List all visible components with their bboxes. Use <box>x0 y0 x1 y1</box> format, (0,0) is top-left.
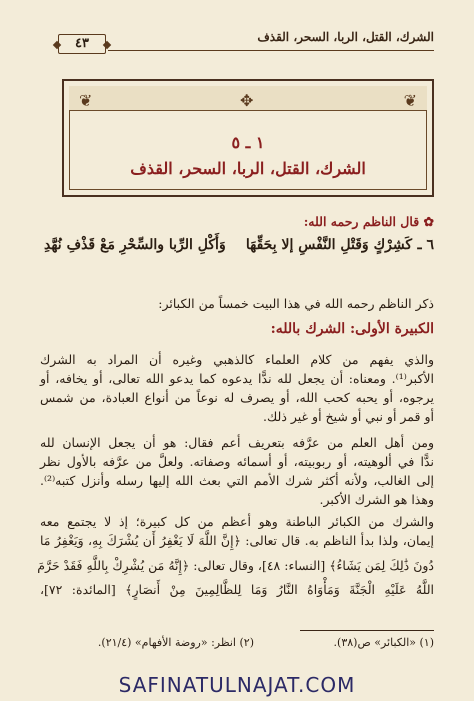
chapter-frame <box>62 79 434 197</box>
body-line: إيمان، ولذا بدأ الناظم به. قال تعالى: ﴿إِنَّ اللَّهَ لَا يَغْفِرُ أَن يُشْرَكَ بِهِ، وَيَغْفِرُ مَا <box>40 533 434 548</box>
body-line: يرجوه، أو يحبه كحب الله، أو يصرف له نوعاً من أنواع العبادة، من شمس <box>40 390 434 405</box>
footnote-1: (١) «الكبائر» ص(٣٨). <box>333 636 434 649</box>
header-rule <box>108 50 434 51</box>
verse-hemistich-first: كَشِرْكٍ وَقَتْلِ النَّفْسِ إلا بِحَقِّهَا <box>245 237 412 253</box>
body-line: أو قمر أو نبي أو شيخ أو غير ذلك. <box>263 409 434 424</box>
body-line: والشرك من الكبائر الباطنة وهو أعظم من كل كبيرة؛ إذ لا يجتمع معه <box>40 514 434 529</box>
verse-number: ٦ ـ <box>417 237 434 253</box>
page-number: ٤٣ <box>58 34 106 54</box>
chapter-title: الشرك، القتل، الربا، السحر، القذف <box>130 159 366 178</box>
corner-ornament-icon: ❦ <box>403 91 417 110</box>
running-header-title: الشرك، القتل، الربا، السحر، القذف <box>257 30 434 44</box>
verse-hemistich-second: وَأَكْلِ الرِّبا والسِّحْرِ مَعْ قَذْفِ نُهَّدِ <box>44 237 226 253</box>
body-line: إلى الغالب، ولأنه أكثر شرك الأمم التي بعث الله إليها رسله وأنزل كتبه⁽²⁾. <box>40 473 434 488</box>
footnote-rule <box>300 630 434 631</box>
body-line: ندًّا في ألوهيته، أو ربوبيته، أو أسمائه وصفاته. ولعلَّ من عرَّفه بالأول نظر <box>40 454 434 469</box>
body-line: الأكبر⁽¹⁾. ومعناه: أن يجعل لله ندًّا يدعوه كما يدعو الله تعالى، أو يخافه، أو <box>40 371 434 386</box>
poem-intro: ✿ قال الناظم رحمه الله: <box>303 214 434 229</box>
corner-ornament-icon: ❦ <box>79 91 93 110</box>
body-line: ومن أهل العلم من عرَّفه بتعريف أعم فقال: هو أن يجعل الإنسان لله <box>40 435 434 450</box>
section-heading: الكبيرة الأولى: الشرك بالله: <box>270 321 434 337</box>
body-line: اللَّهُ عَلَيْهِ الْجَنَّةَ وَمَأْوَاهُ النَّارُ وَمَا لِلظَّالِمِينَ مِنْ أَنصَارٍ﴾ [المائدة: ٧٢]، <box>40 582 434 597</box>
footnote-2: (٢) انظر: «روضة الأفهام» (٢١/٤). <box>97 636 254 649</box>
center-ornament-icon: ✥ <box>240 91 254 110</box>
poem-verse <box>40 237 434 259</box>
watermark: SAFINATULNAJAT.COM <box>118 673 356 697</box>
body-line: والذي يفهم من كلام العلماء كالذهبي وغيره أن المراد به الشرك <box>40 352 434 367</box>
running-header <box>58 30 434 54</box>
body-line: وهذا هو الشرك الأكبر. <box>319 492 434 507</box>
body-line: دُونَ ذَٰلِكَ لِمَن يَشَاءُ﴾ [النساء: ٤٨]، وقال تعالى: ﴿إِنَّهُ مَن يُشْرِكْ بِاللَّهِ فَقَدْ حَرَّمَ <box>37 558 434 573</box>
chapter-number: ١ ـ ٥ <box>231 133 265 152</box>
frame-ornament-bar <box>69 86 427 111</box>
intro-paragraph: ذكر الناظم رحمه الله في هذا البيت خمساً من الكبائر: <box>158 296 434 311</box>
